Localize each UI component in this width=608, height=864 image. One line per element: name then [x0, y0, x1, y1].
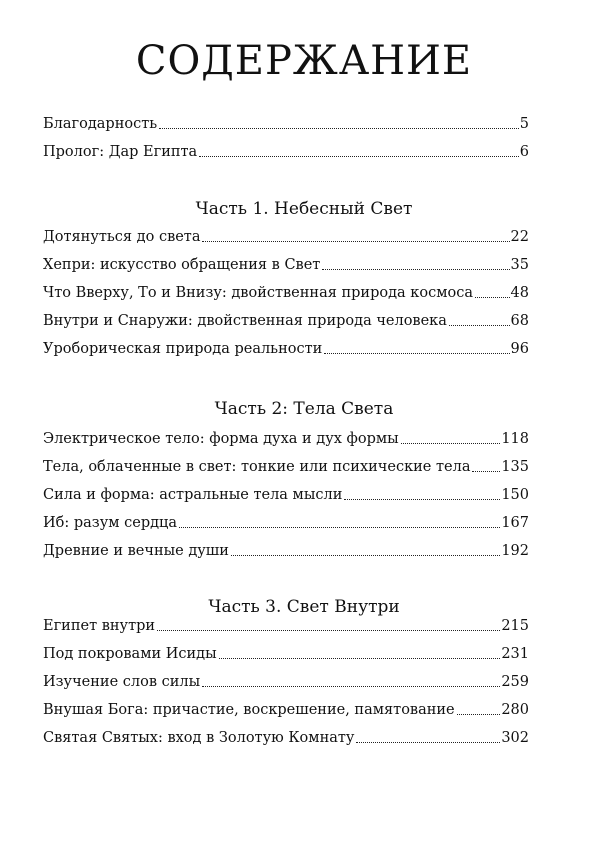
toc-entry-label: Святая Святых: вход в Золотую Комнату [43, 730, 355, 746]
leader-dots [159, 128, 519, 129]
toc-entry [43, 538, 529, 560]
toc-entry [43, 482, 529, 504]
part-heading: Часть 1. Небесный Свет [195, 199, 413, 219]
toc-entry [43, 139, 529, 161]
leader-dots [401, 443, 501, 444]
toc-entry-page: 259 [501, 674, 529, 690]
toc-entry-label: Дотянуться до света [43, 229, 201, 245]
toc-entry-page: 68 [510, 313, 529, 329]
toc-entry-page: 192 [501, 543, 529, 559]
toc-entry-label: Что Вверху, То и Внизу: двойственная природа космоса [43, 285, 473, 301]
toc-entry-page: 118 [501, 431, 529, 447]
toc-entry-label: Тела, облаченные в свет: тонкие или психические тела [43, 459, 471, 475]
toc-entry [43, 454, 529, 476]
leader-dots [231, 555, 500, 556]
toc-entry [43, 725, 529, 747]
toc-entry-label: Сила и форма: астральные тела мысли [43, 487, 343, 503]
toc-entry-label: Уроборическая природа реальности [43, 341, 323, 357]
part-heading: Часть 2: Тела Света [214, 399, 394, 419]
toc-entry-page: 215 [501, 618, 529, 634]
toc-entry [43, 613, 529, 635]
toc-entry [43, 224, 529, 246]
toc-entry-page: 5 [519, 116, 529, 132]
toc-entry-page: 35 [510, 257, 529, 273]
toc-entry-page: 135 [501, 459, 529, 475]
toc-entry-label: Древние и вечные души [43, 543, 229, 559]
leader-dots [179, 527, 500, 528]
toc-entry-page: 48 [510, 285, 529, 301]
leader-dots [219, 658, 501, 659]
toc-entry-label: Хепри: искусство обращения в Свет [43, 257, 321, 273]
toc-entry-label: Внушая Бога: причастие, воскрешение, памятование [43, 702, 455, 718]
toc-entry [43, 280, 529, 302]
leader-dots [457, 714, 501, 715]
toc-entry-label: Египет внутри [43, 618, 156, 634]
toc-entry-label: Под покровами Исиды [43, 646, 217, 662]
toc-entry-label: Пролог: Дар Египта [43, 144, 198, 160]
toc-entry [43, 426, 529, 448]
toc-entry [43, 510, 529, 532]
toc-entry-page: 6 [519, 144, 529, 160]
toc-entry [43, 641, 529, 663]
leader-dots [157, 630, 500, 631]
toc-entry [43, 697, 529, 719]
toc-entry [43, 308, 529, 330]
leader-dots [322, 269, 509, 270]
leader-dots [449, 325, 510, 326]
toc-entry-page: 150 [501, 487, 529, 503]
part-heading: Часть 3. Свет Внутри [208, 597, 400, 617]
toc-entry-page: 22 [510, 229, 529, 245]
toc-entry [43, 669, 529, 691]
toc-entry [43, 336, 529, 358]
toc-entry [43, 252, 529, 274]
toc-entry-page: 280 [501, 702, 529, 718]
toc-entry-label: Электрическое тело: форма духа и дух формы [43, 431, 399, 447]
leader-dots [356, 742, 500, 743]
toc-entry-page: 231 [501, 646, 529, 662]
leader-dots [324, 353, 509, 354]
leader-dots [475, 297, 510, 298]
leader-dots [199, 156, 519, 157]
leader-dots [202, 686, 500, 687]
toc-entry-page: 96 [510, 341, 529, 357]
leader-dots [344, 499, 500, 500]
toc-entry-label: Благодарность [43, 116, 158, 132]
toc-entry-page: 302 [501, 730, 529, 746]
page-title: СОДЕРЖАНИЕ [135, 38, 473, 84]
toc-entry-label: Иб: разум сердца [43, 515, 178, 531]
toc-entry-page: 167 [501, 515, 529, 531]
toc-entry-label: Изучение слов силы [43, 674, 201, 690]
leader-dots [202, 241, 509, 242]
toc-entry [43, 111, 529, 133]
leader-dots [472, 471, 500, 472]
toc-entry-label: Внутри и Снаружи: двойственная природа человека [43, 313, 447, 329]
